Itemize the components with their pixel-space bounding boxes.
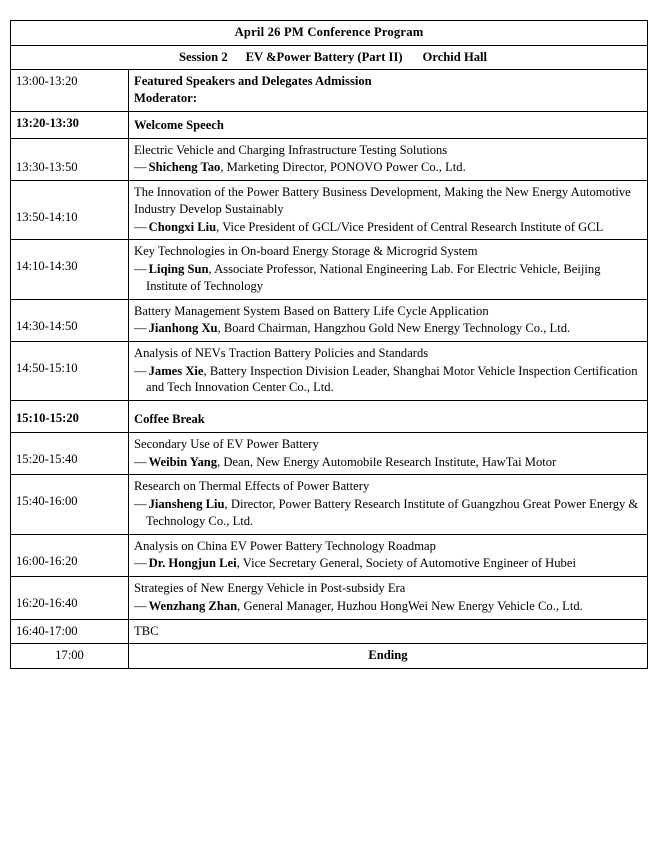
row-line: Coffee Break xyxy=(134,412,205,427)
row-line: Featured Speakers and Delegates Admission xyxy=(134,74,372,89)
speaker-name: Liqing Sun xyxy=(148,262,209,277)
speaker-name: Chongxi Liu xyxy=(148,219,217,234)
row-detail xyxy=(129,181,648,240)
row-topic: Battery Management System Based on Battery Life Cycle Application xyxy=(134,303,489,318)
row-detail xyxy=(129,619,648,644)
table-row xyxy=(11,475,648,534)
row-topic: Research on Thermal Effects of Power Battery xyxy=(134,479,370,494)
table-row xyxy=(11,70,648,111)
session-name: EV &Power Battery (Part II) xyxy=(245,49,403,64)
row-detail xyxy=(129,342,648,401)
row-speaker: — Wenzhang Zhan, General Manager, Huzhou HongWei New Energy Vehicle Co., Ltd. xyxy=(134,598,583,613)
row-line: Welcome Speech xyxy=(134,117,224,132)
row-time: 13:50-14:10 xyxy=(11,181,129,240)
row-time: 16:00-16:20 xyxy=(11,534,129,576)
speaker-name: Dr. Hongjun Lei xyxy=(148,556,237,571)
row-detail xyxy=(129,534,648,576)
row-speaker: — Weibin Yang, Dean, New Energy Automobile Research Institute, HawTai Motor xyxy=(134,454,557,469)
row-line: Ending xyxy=(129,644,648,669)
table-row xyxy=(11,401,648,433)
program-title: April 26 PM Conference Program xyxy=(11,21,648,46)
row-detail xyxy=(129,138,648,180)
row-speaker: — Shicheng Tao, Marketing Director, PONOVO Power Co., Ltd. xyxy=(134,160,466,175)
row-time: 14:30-14:50 xyxy=(11,299,129,341)
session-venue: Orchid Hall xyxy=(422,49,488,64)
row-time: 14:10-14:30 xyxy=(11,240,129,299)
table-row xyxy=(11,644,648,669)
speaker-name: Wenzhang Zhan xyxy=(148,598,238,613)
row-speaker: — Jianhong Xu, Board Chairman, Hangzhou Gold New Energy Technology Co., Ltd. xyxy=(134,321,571,336)
speaker-name: Shicheng Tao xyxy=(148,160,221,175)
row-speaker: — Liqing Sun, Associate Professor, National Engineering Lab. For Electric Vehicle, Beijing Institute of Technology xyxy=(134,262,601,293)
row-line: Moderator: xyxy=(134,91,197,106)
speaker-detail: , Dean, New Energy Automobile Research Institute, HawTai Motor xyxy=(217,454,557,469)
table-row xyxy=(11,240,648,299)
row-time: 13:00-13:20 xyxy=(11,70,129,111)
speaker-detail: , Marketing Director, PONOVO Power Co., Ltd. xyxy=(220,160,466,175)
row-detail xyxy=(129,401,648,433)
speaker-name: Jiansheng Liu xyxy=(148,497,225,512)
table-row xyxy=(11,432,648,474)
row-line: TBC xyxy=(134,623,159,638)
row-time: 15:20-15:40 xyxy=(11,432,129,474)
row-detail xyxy=(129,240,648,299)
row-topic: Analysis of NEVs Traction Battery Policies and Standards xyxy=(134,346,429,361)
row-topic: Key Technologies in On-board Energy Storage & Microgrid System xyxy=(134,244,478,259)
row-detail xyxy=(129,475,648,534)
row-topic: Analysis on China EV Power Battery Technology Roadmap xyxy=(134,538,436,553)
row-time: 15:10-15:20 xyxy=(11,401,129,433)
session-header xyxy=(11,45,648,70)
row-detail xyxy=(129,70,648,111)
row-time: 16:20-16:40 xyxy=(11,577,129,619)
table-row xyxy=(11,342,648,401)
speaker-detail: , Vice Secretary General, Society of Automotive Engineer of Hubei xyxy=(236,556,576,571)
speaker-name: Jianhong Xu xyxy=(148,321,218,336)
row-speaker: — Jiansheng Liu, Director, Power Battery Research Institute of Guangzhou Great Power Energy & Technology Co., Ltd. xyxy=(134,497,639,528)
row-speaker: — Chongxi Liu, Vice President of GCL/Vice President of Central Research Institute of GCL xyxy=(134,219,604,234)
table-row xyxy=(11,534,648,576)
row-speaker: — James Xie, Battery Inspection Division Leader, Shanghai Motor Vehicle Inspection Certification and Tech Innovation Center Co., Ltd. xyxy=(134,363,638,395)
table-row xyxy=(11,619,648,644)
row-speaker: — Dr. Hongjun Lei, Vice Secretary General, Society of Automotive Engineer of Hubei xyxy=(134,556,576,571)
row-detail xyxy=(129,299,648,341)
row-topic: Strategies of New Energy Vehicle in Post-subsidy Era xyxy=(134,581,406,596)
row-detail xyxy=(129,577,648,619)
speaker-name: Weibin Yang xyxy=(148,454,218,469)
row-time: 15:40-16:00 xyxy=(11,475,129,534)
row-topic: The Innovation of the Power Battery Business Development, Making the New Energy Automotive Industry Develop Sustainably xyxy=(134,185,631,216)
table-row xyxy=(11,138,648,180)
row-time: 17:00 xyxy=(11,644,129,669)
row-topic: Electric Vehicle and Charging Infrastructure Testing Solutions xyxy=(134,142,448,157)
speaker-name: James Xie xyxy=(148,363,204,378)
session-header-row xyxy=(11,45,648,70)
session-label: Session 2 xyxy=(178,49,228,64)
row-time: 16:40-17:00 xyxy=(11,619,129,644)
row-detail xyxy=(129,111,648,138)
speaker-detail: , Director, Power Battery Research Institute of Guangzhou Great Power Energy & Technology Co., Ltd. xyxy=(146,497,639,528)
conference-program-table xyxy=(10,20,648,669)
speaker-detail: , Battery Inspection Division Leader, Shanghai Motor Vehicle Inspection Certification and Tech Innovation Center Co., Ltd. xyxy=(146,363,638,395)
table-title-row xyxy=(11,21,648,46)
speaker-detail: , Vice President of GCL/Vice President of Central Research Institute of GCL xyxy=(216,219,604,234)
speaker-detail: , General Manager, Huzhou HongWei New Energy Vehicle Co., Ltd. xyxy=(237,598,583,613)
row-time: 13:30-13:50 xyxy=(11,138,129,180)
speaker-detail: , Associate Professor, National Engineering Lab. For Electric Vehicle, Beijing Institute of Technology xyxy=(146,262,601,293)
row-detail xyxy=(129,432,648,474)
row-time: 13:20-13:30 xyxy=(11,111,129,138)
speaker-detail: , Board Chairman, Hangzhou Gold New Energy Technology Co., Ltd. xyxy=(217,321,571,336)
row-topic: Secondary Use of EV Power Battery xyxy=(134,436,319,451)
row-time: 14:50-15:10 xyxy=(11,342,129,401)
table-row xyxy=(11,299,648,341)
table-row xyxy=(11,577,648,619)
table-row xyxy=(11,181,648,240)
table-row xyxy=(11,111,648,138)
